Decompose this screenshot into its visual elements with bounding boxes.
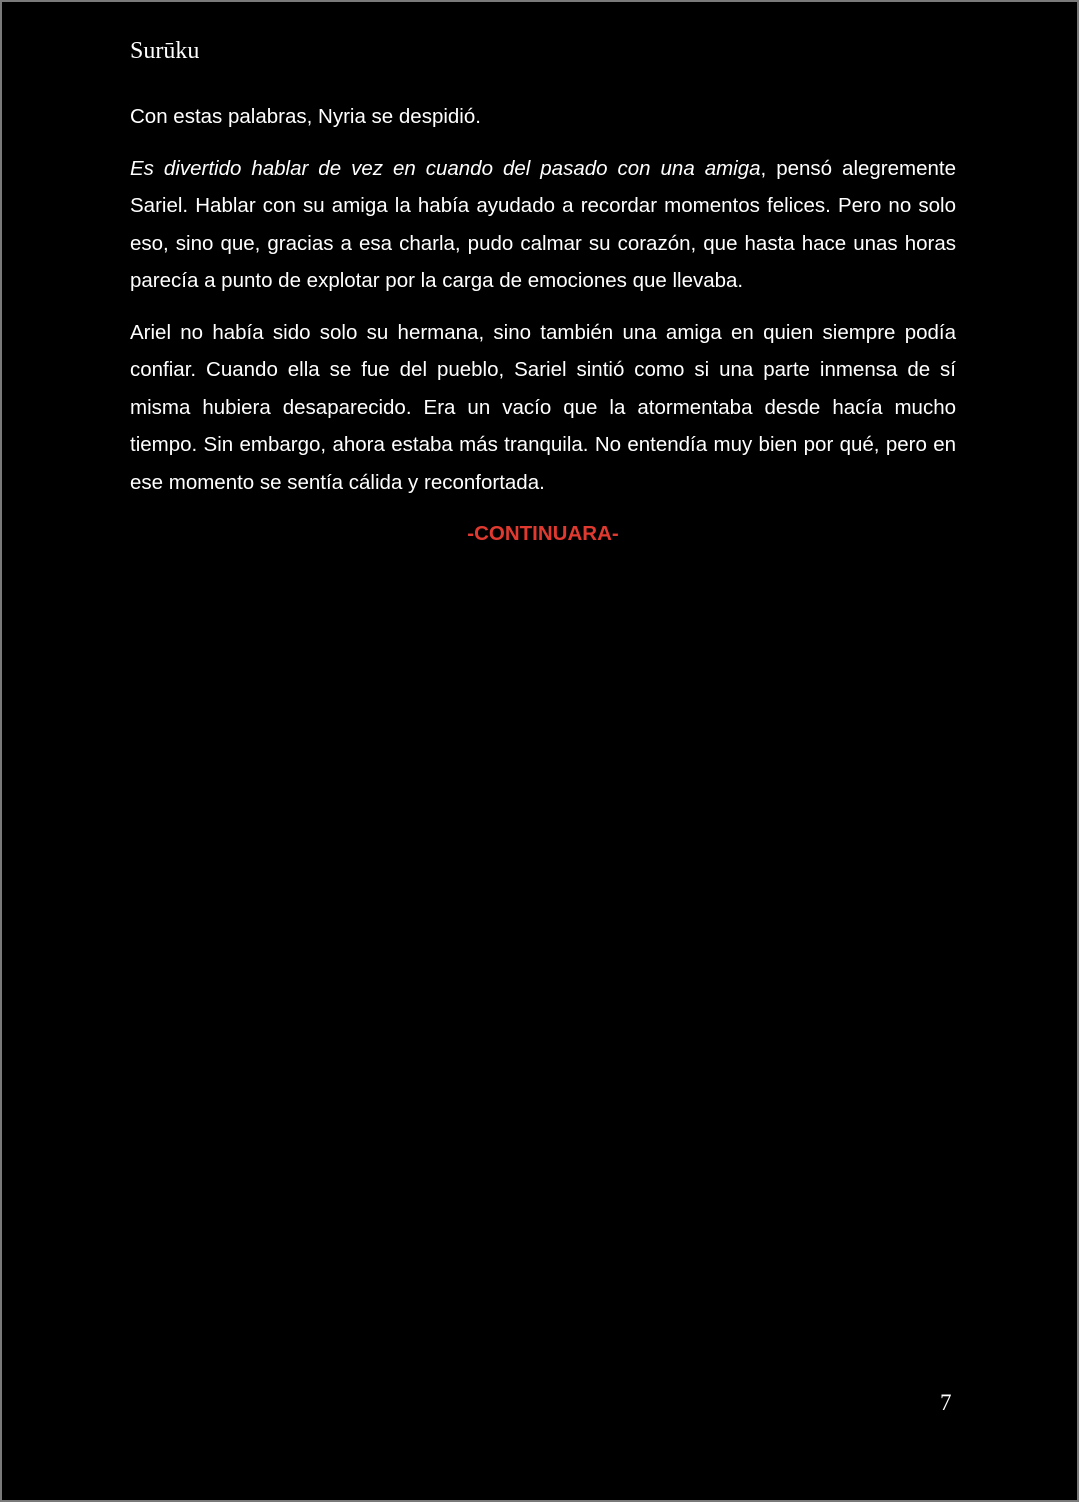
paragraph-1: Con estas palabras, Nyria se despidió. [130, 105, 481, 128]
paragraph-3: Ariel no había sido solo su hermana, sino también una amiga en quien siempre podía confiar. Cuando ella se fue del pueblo, Sariel sintió como si una parte inmensa de sí misma hubiera desaparecido. Era un vacío que la atormentaba desde hacía mucho tiempo. Sin embargo, ahora estaba más tranquila. No entendía muy bien por qué, pero en ese momento se sentía cálida y reconfortada. [130, 320, 956, 494]
paragraph-2 [130, 150, 956, 300]
paragraph-2-text: , pensó alegremente Sariel. Hablar con su amiga la había ayudado a recordar momentos felices. Pero no solo eso, sino que, gracias a esa charla, pudo calmar su corazón, que hasta hace unas horas parecía a punto de explotar por la carga de emociones que llevaba. [130, 156, 956, 292]
page-number: 7 [940, 1390, 952, 1415]
running-header: Surūku [130, 38, 200, 64]
document-body [130, 98, 956, 553]
continue-label: -CONTINUARA- [467, 522, 619, 545]
paragraph-2-italic-thought: Es divertido hablar de vez en cuando del pasado con una amiga [130, 156, 761, 180]
